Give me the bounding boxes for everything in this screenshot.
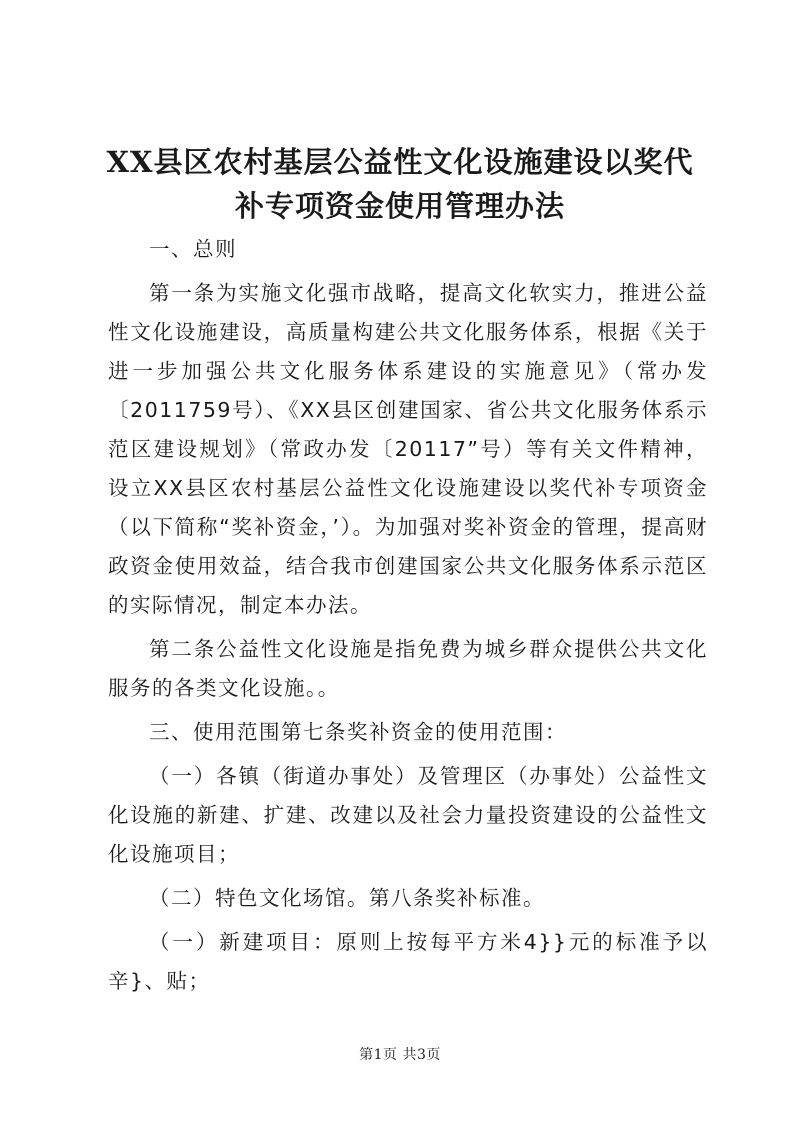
scope-item-2-paragraph: （二）特色文化场馆。第八条奖补标准。 (149, 886, 545, 910)
page-footer: 第1页 共3页 (359, 1047, 441, 1063)
article-1-paragraph: 第一条为实施文化强市战略，提高文化软实力，推进公益性文化设施建设，高质量构建公共文化服务体系，根据《关于进一步加强公共文化服务体系建设的实施意见》（常办发〔2011759号）、《XX县区创建国家、省公共文化服务体系示范区建设规划》（常政办发〔20117”号）等有关文件精神，设立XX县区农村基层公益性文化设施建设以奖代补专项资金（以下简称“奖补资金，’）。为加强对奖补资金的管理，提高财政资金使用效益，结合我市创建国家公共文化服务体系示范区的实际情况，制定本办法。 (108, 281, 708, 617)
document-body (108, 230, 708, 1001)
document-title-line-1: XX县区农村基层公益性文化设施建设以奖代 (106, 145, 694, 179)
standard-item-1-paragraph: （一）新建项目：原则上按每平方米4}}元的标准予以辛}、贴； (108, 930, 708, 993)
document-title-line-2: 补专项资金使用管理办法 (234, 189, 565, 223)
article-2-paragraph: 第二条公益性文化设施是指免费为城乡群众提供公共文化服务的各类文化设施。。 (108, 637, 708, 700)
section-scope-paragraph: 三、使用范围第七条奖补资金的使用范围： (149, 720, 567, 744)
scope-item-1-paragraph: （一）各镇（街道办事处）及管理区（办事处）公益性文化设施的新建、扩建、改建以及社会力量投资建设的公益性文化设施项目； (108, 764, 708, 866)
section-heading-general: 一、总则 (149, 237, 237, 261)
